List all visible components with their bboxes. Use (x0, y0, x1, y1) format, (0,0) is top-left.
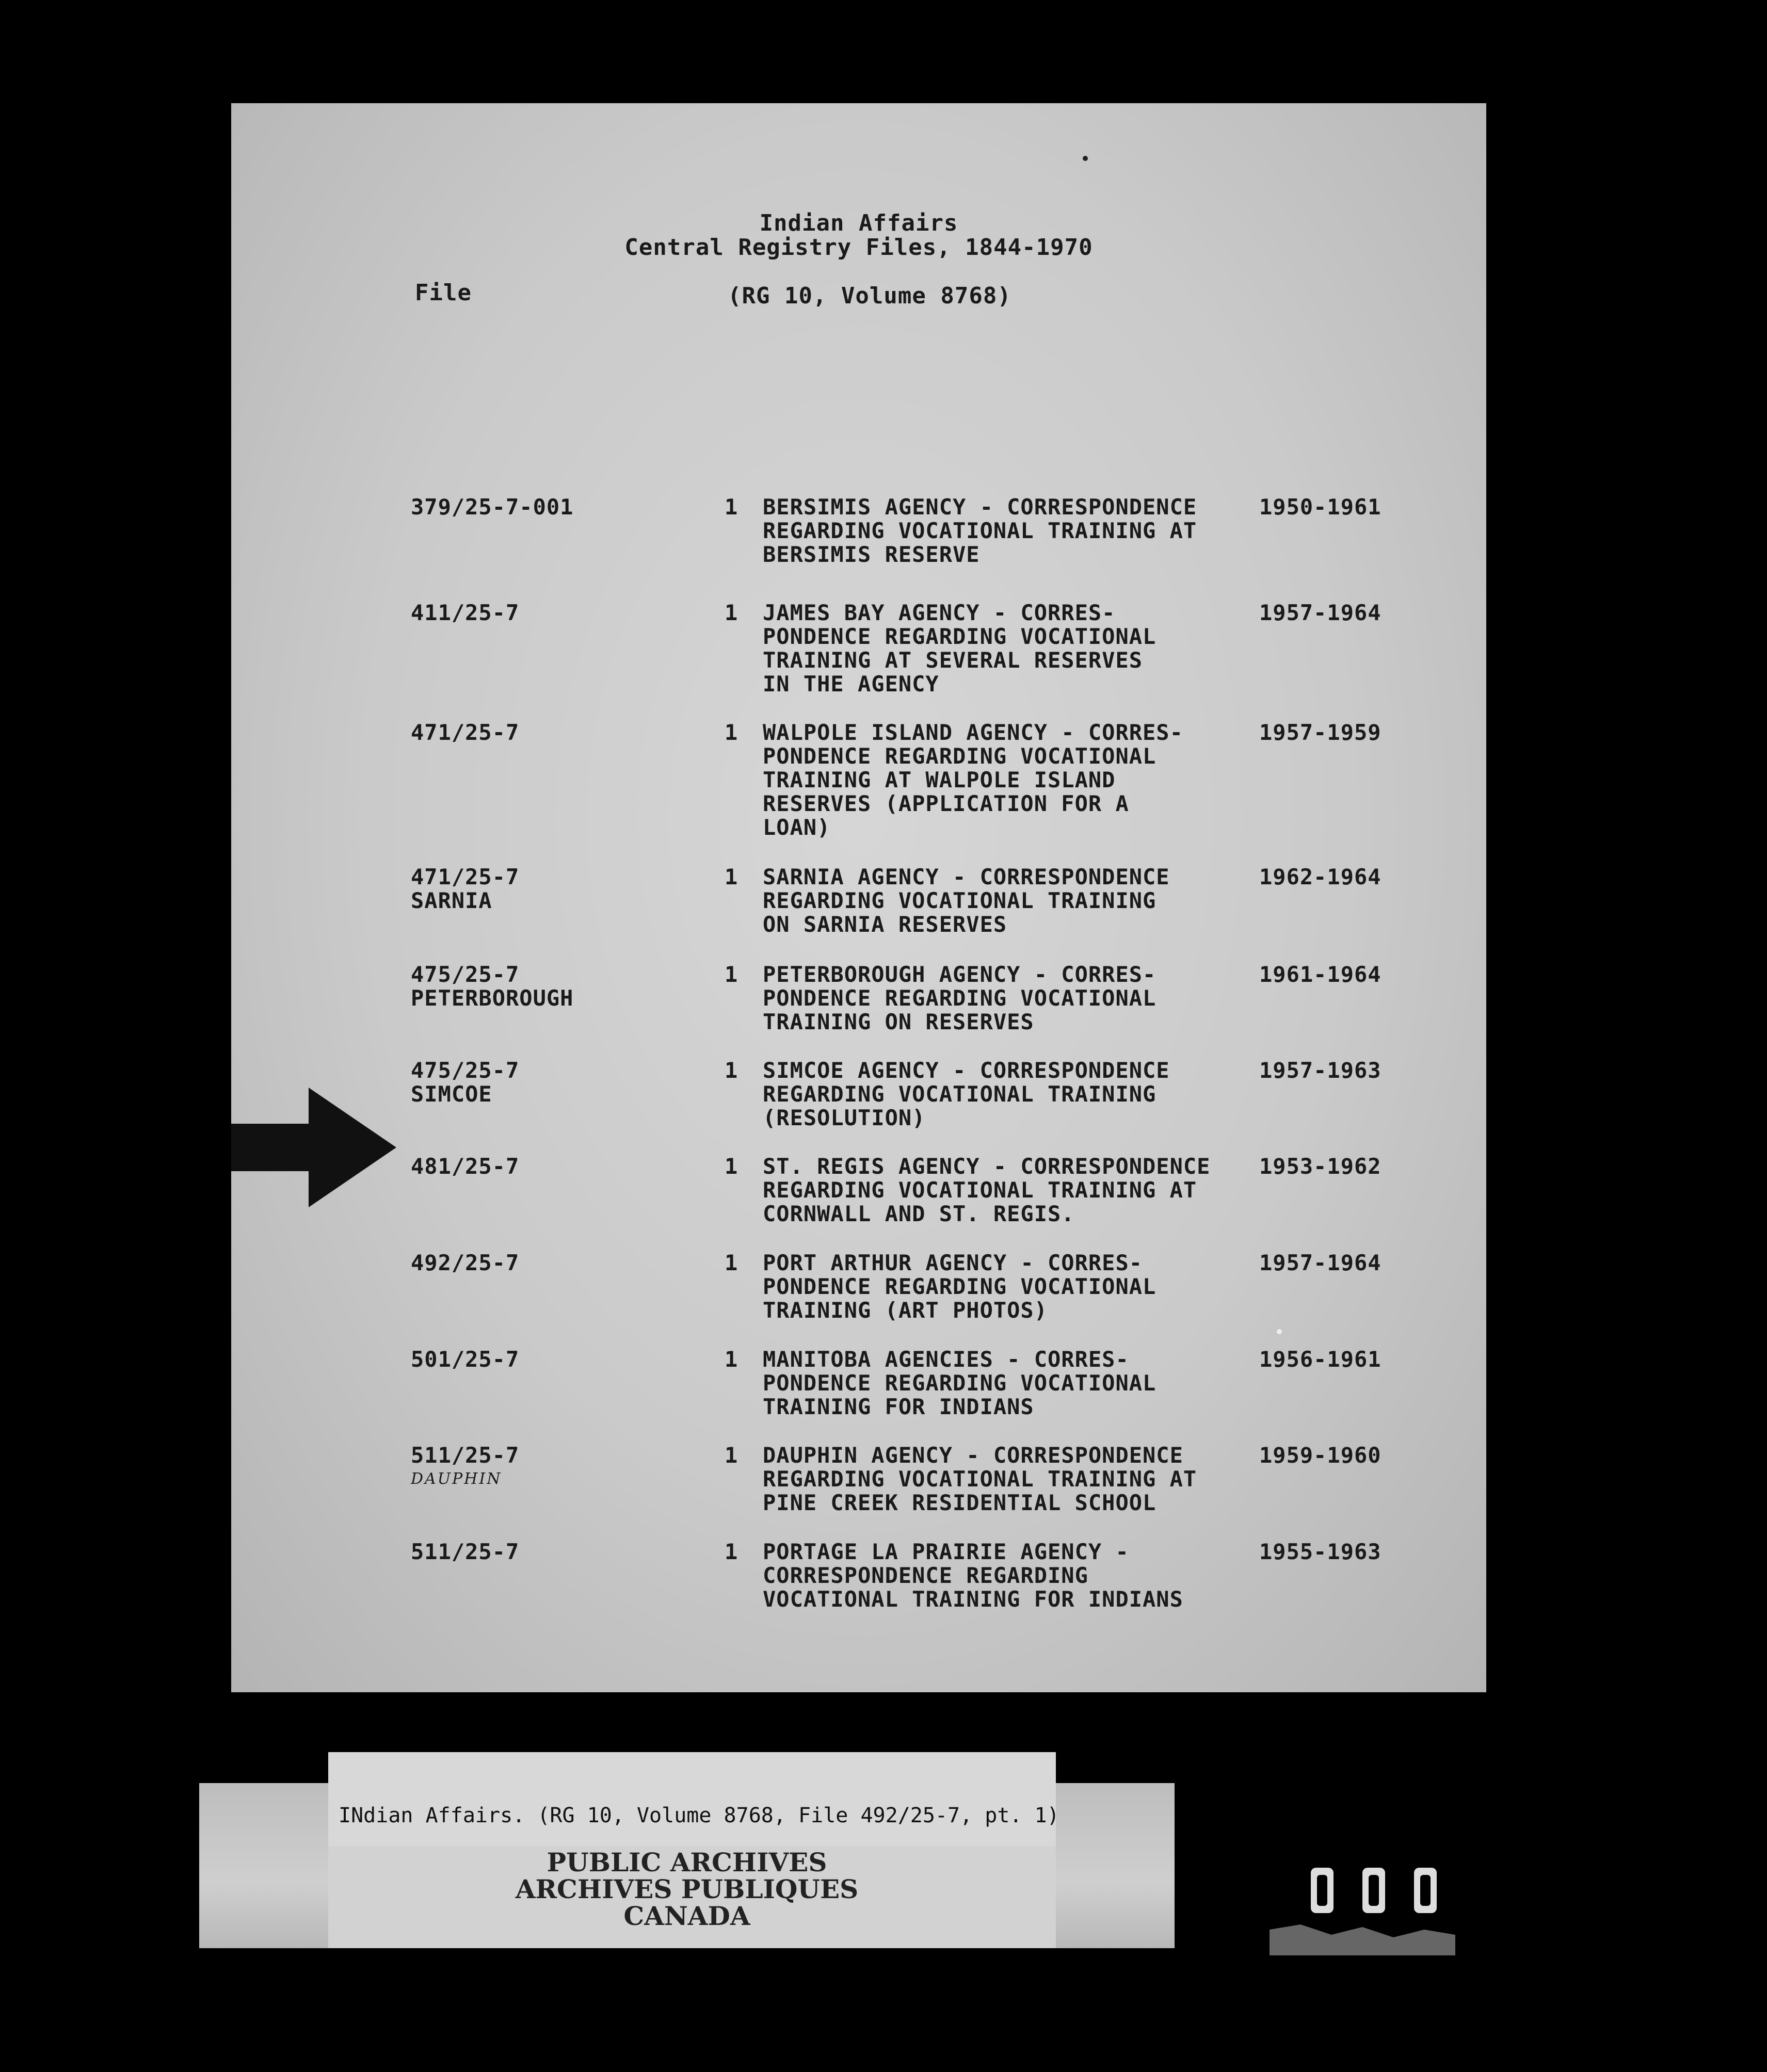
volume-part: 1 (725, 1154, 738, 1179)
arrow-right-icon (231, 1088, 396, 1207)
description-line: ST. REGIS AGENCY - CORRESPONDENCE (763, 1154, 1211, 1179)
file-description (763, 601, 1258, 696)
document-subtitle: Central Registry Files, 1844-1970 (624, 234, 1093, 261)
file-description (763, 1059, 1258, 1130)
description-line: ON SARNIA RESERVES (763, 912, 1007, 937)
date-range: 1957-1959 (1259, 720, 1382, 745)
file-agency-suffix: PETERBOROUGH (411, 985, 574, 1011)
date-range: 1957-1963 (1259, 1058, 1382, 1083)
description-line: SIMCOE AGENCY - CORRESPONDENCE (763, 1058, 1170, 1083)
file-number-cell (411, 865, 519, 913)
file-number: 379/25-7-001 (411, 494, 574, 520)
file-number-cell (411, 601, 519, 625)
description-line: TRAINING (ART PHOTOS) (763, 1298, 1048, 1323)
description-line: REGARDING VOCATIONAL TRAINING (763, 1081, 1156, 1107)
reference-label-text: INdian Affairs. (RG 10, Volume 8768, File 492/25-7, pt. 1) (339, 1804, 1059, 1827)
file-description (763, 963, 1258, 1034)
description-line: REGARDING VOCATIONAL TRAINING AT (763, 1177, 1197, 1203)
date-range: 1955-1963 (1259, 1539, 1382, 1564)
description-line: PORTAGE LA PRAIRIE AGENCY - (763, 1539, 1129, 1564)
volume-part: 1 (725, 720, 738, 745)
volume-part: 1 (725, 494, 738, 520)
volume-part: 1 (725, 600, 738, 625)
description-line: DAUPHIN AGENCY - CORRESPONDENCE (763, 1443, 1183, 1468)
description-line: CORNWALL AND ST. REGIS. (763, 1201, 1075, 1226)
date-range: 1957-1964 (1259, 600, 1382, 625)
dust-speck (1277, 1329, 1282, 1334)
file-number: 492/25-7 (411, 1250, 520, 1275)
description-line: BERSIMIS RESERVE (763, 542, 980, 567)
stamp-text (199, 1849, 1175, 1930)
volume-part: 1 (725, 1250, 738, 1275)
description-line: LOAN) (763, 815, 831, 840)
description-line: PONDENCE REGARDING VOCATIONAL (763, 1370, 1156, 1396)
volume-reference: (RG 10, Volume 8768) (728, 283, 1011, 309)
file-number: 475/25-7 (411, 1058, 520, 1083)
description-line: PONDENCE REGARDING VOCATIONAL (763, 985, 1156, 1011)
volume-part: 1 (725, 1443, 738, 1468)
description-line: TRAINING AT SEVERAL RESERVES (763, 648, 1143, 673)
file-number: 511/25-7 (411, 1539, 520, 1564)
file-description (763, 865, 1258, 936)
description-line: TRAINING ON RESERVES (763, 1009, 1034, 1034)
file-number: 471/25-7 (411, 864, 520, 889)
file-description (763, 1444, 1258, 1515)
description-line: CORRESPONDENCE REGARDING (763, 1563, 1088, 1588)
volume-part: 1 (725, 962, 738, 987)
volume-part: 1 (725, 1539, 738, 1564)
date-range: 1956-1961 (1259, 1347, 1382, 1372)
date-range: 1953-1962 (1259, 1154, 1382, 1179)
file-number: 475/25-7 (411, 962, 520, 987)
dust-speck (1083, 156, 1088, 161)
file-number-cell (411, 1348, 519, 1371)
description-line: JAMES BAY AGENCY - CORRES- (763, 600, 1116, 625)
file-number-cell (411, 1059, 519, 1106)
description-line: PINE CREEK RESIDENTIAL SCHOOL (763, 1490, 1156, 1515)
date-range: 1957-1964 (1259, 1250, 1382, 1275)
description-line: TRAINING AT WALPOLE ISLAND (763, 767, 1116, 792)
file-number: 481/25-7 (411, 1154, 520, 1179)
file-description (763, 495, 1258, 566)
description-line: PETERBOROUGH AGENCY - CORRES- (763, 962, 1156, 987)
stamp-line-2: ARCHIVES PUBLIQUES (515, 1874, 859, 1904)
film-edge-marks (1259, 1852, 1466, 1966)
file-number: 471/25-7 (411, 720, 520, 745)
volume-part: 1 (725, 1058, 738, 1083)
file-number: 501/25-7 (411, 1347, 520, 1372)
stamp-line-1: PUBLIC ARCHIVES (547, 1847, 827, 1877)
file-number-cell (411, 1444, 519, 1491)
file-description (763, 1348, 1258, 1419)
description-line: VOCATIONAL TRAINING FOR INDIANS (763, 1587, 1183, 1612)
file-column-label: File (415, 280, 472, 306)
description-line: SARNIA AGENCY - CORRESPONDENCE (763, 864, 1170, 889)
description-line: PONDENCE REGARDING VOCATIONAL (763, 743, 1156, 769)
reference-label (328, 1752, 1059, 1846)
description-line: WALPOLE ISLAND AGENCY - CORRES- (763, 720, 1183, 745)
file-description (763, 1155, 1258, 1226)
file-agency-suffix: SARNIA (411, 888, 492, 913)
description-line: PONDENCE REGARDING VOCATIONAL (763, 624, 1156, 649)
file-description (763, 1251, 1258, 1322)
date-range: 1950-1961 (1259, 494, 1382, 520)
file-number-cell (411, 495, 573, 519)
file-number-cell (411, 963, 573, 1010)
description-line: REGARDING VOCATIONAL TRAINING AT (763, 518, 1197, 543)
description-line: RESERVES (APPLICATION FOR A (763, 791, 1129, 816)
file-number: 411/25-7 (411, 600, 520, 625)
handwritten-annotation: DAUPHIN (411, 1470, 502, 1488)
description-line: PORT ARTHUR AGENCY - CORRES- (763, 1250, 1143, 1275)
description-line: REGARDING VOCATIONAL TRAINING AT (763, 1466, 1197, 1492)
description-line: MANITOBA AGENCIES - CORRES- (763, 1347, 1129, 1372)
file-number-cell (411, 1251, 519, 1275)
description-line: REGARDING VOCATIONAL TRAINING (763, 888, 1156, 913)
description-line: IN THE AGENCY (763, 671, 939, 697)
document-title: Indian Affairs (759, 210, 958, 236)
document-page (231, 103, 1486, 1692)
file-number-cell (411, 1540, 519, 1564)
volume-part: 1 (725, 1347, 738, 1372)
file-number: 511/25-7 (411, 1443, 520, 1468)
description-line: PONDENCE REGARDING VOCATIONAL (763, 1274, 1156, 1299)
file-number-cell (411, 721, 519, 744)
file-agency-suffix: SIMCOE (411, 1081, 492, 1107)
date-range: 1962-1964 (1259, 864, 1382, 889)
description-line: BERSIMIS AGENCY - CORRESPONDENCE (763, 494, 1197, 520)
date-range: 1959-1960 (1259, 1443, 1382, 1468)
description-line: (RESOLUTION) (763, 1105, 926, 1130)
file-number-cell (411, 1155, 519, 1178)
date-range: 1961-1964 (1259, 962, 1382, 987)
file-description (763, 721, 1258, 839)
file-description (763, 1540, 1258, 1611)
volume-part: 1 (725, 864, 738, 889)
description-line: TRAINING FOR INDIANS (763, 1394, 1034, 1419)
stamp-line-3: CANADA (623, 1901, 750, 1931)
